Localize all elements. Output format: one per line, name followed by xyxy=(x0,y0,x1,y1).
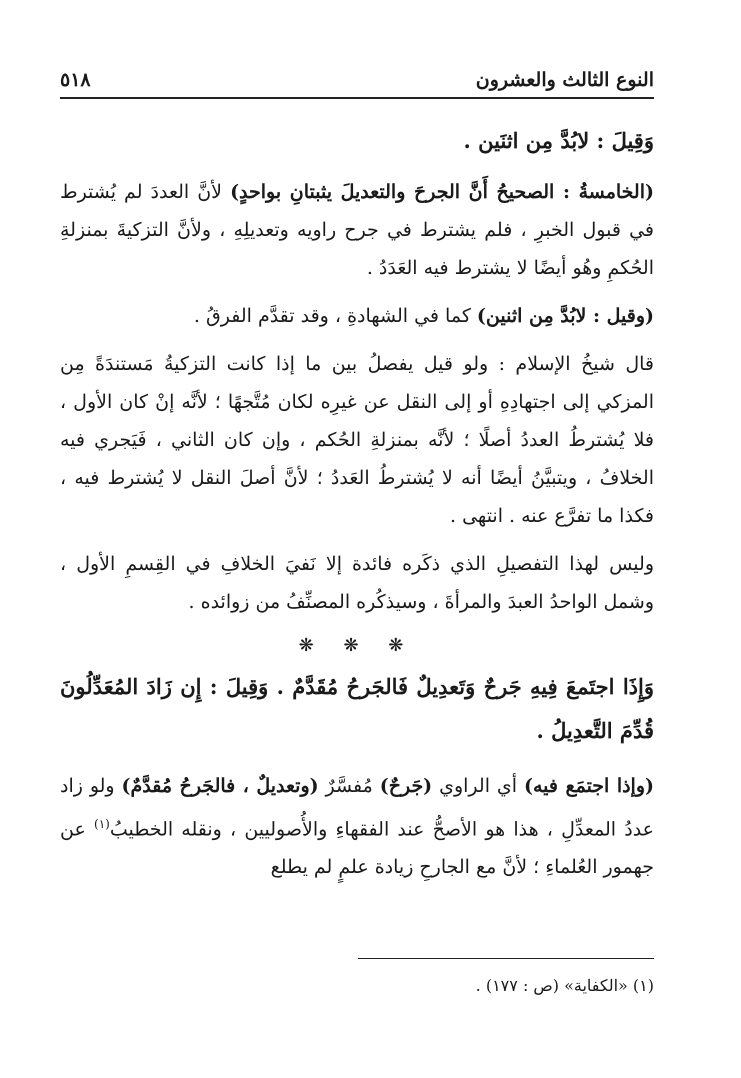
paragraph-two-required xyxy=(60,297,654,335)
commentary-text: أي الراوي xyxy=(439,775,518,797)
commentary-text: كما في الشهادةِ ، وقد تقدَّم الفرقُ . xyxy=(193,305,471,327)
commentary-text: لأنَّ العددَ لم يُشترط في قبول الخبرِ ، فلم يشترط في جرح راويه وتعديلِهِ ، ولأنَّ التزكيةَ بمنزلةِ الحُكمِ وهُو أيضًا لا يشترط فيه العَدَدُ . xyxy=(60,181,654,279)
footnote: (١) «الكفاية» (ص : ١٧٧) . xyxy=(475,976,654,995)
paragraph-fifth-issue xyxy=(60,173,654,287)
paragraph-jarh-tadil xyxy=(60,767,654,886)
book-page xyxy=(60,55,654,1045)
quoted-matn: (الخامسةُ : الصحيحُ أَنَّ الجرحَ والتعديلَ يثبتانِ بواحدٍ) xyxy=(230,181,654,203)
quoted-matn: (وإذا اجتمَع فيه) xyxy=(523,775,654,797)
footnote-separator xyxy=(358,958,654,959)
quoted-matn: (جَرحٌ) xyxy=(379,775,433,797)
quoted-matn: (وقيل : لابُدَّ مِن اثنين) xyxy=(476,305,654,327)
matn-line-1: وَقِيلَ : لابُدَّ مِن اثنَين . xyxy=(463,128,654,153)
quoted-matn: (وتعديلٌ ، فالجَرحُ مُقدَّمٌ) xyxy=(121,775,319,797)
main-text xyxy=(60,119,654,886)
commentary-text: عن جهمور العُلماءِ ؛ لأنَّ مع الجارحِ زيادة علمٍ لم يطلع xyxy=(60,818,654,879)
paragraph-no-benefit: وليس لهذا التفصيلِ الذي ذكَره فائدة إلا نَفيَ الخلافِ في القِسمِ الأول ، وشمل الواحدُ العبدَ والمرأةَ ، وسيذكُره المصنِّفُ من زوائده . xyxy=(60,553,654,613)
page-number: ٥١٨ xyxy=(60,69,91,91)
commentary-text: مُفسَّرٌ xyxy=(325,775,373,797)
running-header xyxy=(60,55,654,99)
section-divider-stars: ❋ ❋ ❋ xyxy=(298,635,416,656)
commentary-text: ولو زاد عددُ المعدِّلِ ، هذا هو الأصحُّ عند الفقهاءِ والأُصوليين ، ونقله الخطيبُ xyxy=(60,775,655,841)
footnote-reference: (١) xyxy=(94,817,110,831)
chapter-title: النوع الثالث والعشرون xyxy=(475,69,654,91)
paragraph-shaykh-al-islam: قال شيخُ الإسلام : ولو قيل يفصلُ بين ما إذا كانت التزكيةُ مَستندَةً مِن المزكي إلى اجتهادِهِ أو إلى النقل عن غيرِه لكان مُتَّجهًا ؛ لأنَّه إنْ كان الأول ، فلا يُشترطُ العددُ أصلًا ؛ لأنَّه بمنزلةِ الحُكم ، وإن كان الثاني ، فَيَجري فيه الخلافُ ، ويتبيَّنُ أيضًا أنه لا يُشترطُ العَددُ ؛ لأنَّ أصلَ النقل لا يُشترط فيه ، فكذا ما تفرَّع عنه . انتهى . xyxy=(60,353,654,527)
matn-line-2: وَإِذَا اجتَمعَ فِيهِ جَرحٌ وَتَعدِيلٌ فَالجَرحُ مُقَدَّمٌ . وَقِيلَ : إِن زَادَ المُعَدِّلُونَ قُدِّمَ التَّعدِيلُ . xyxy=(60,674,654,743)
